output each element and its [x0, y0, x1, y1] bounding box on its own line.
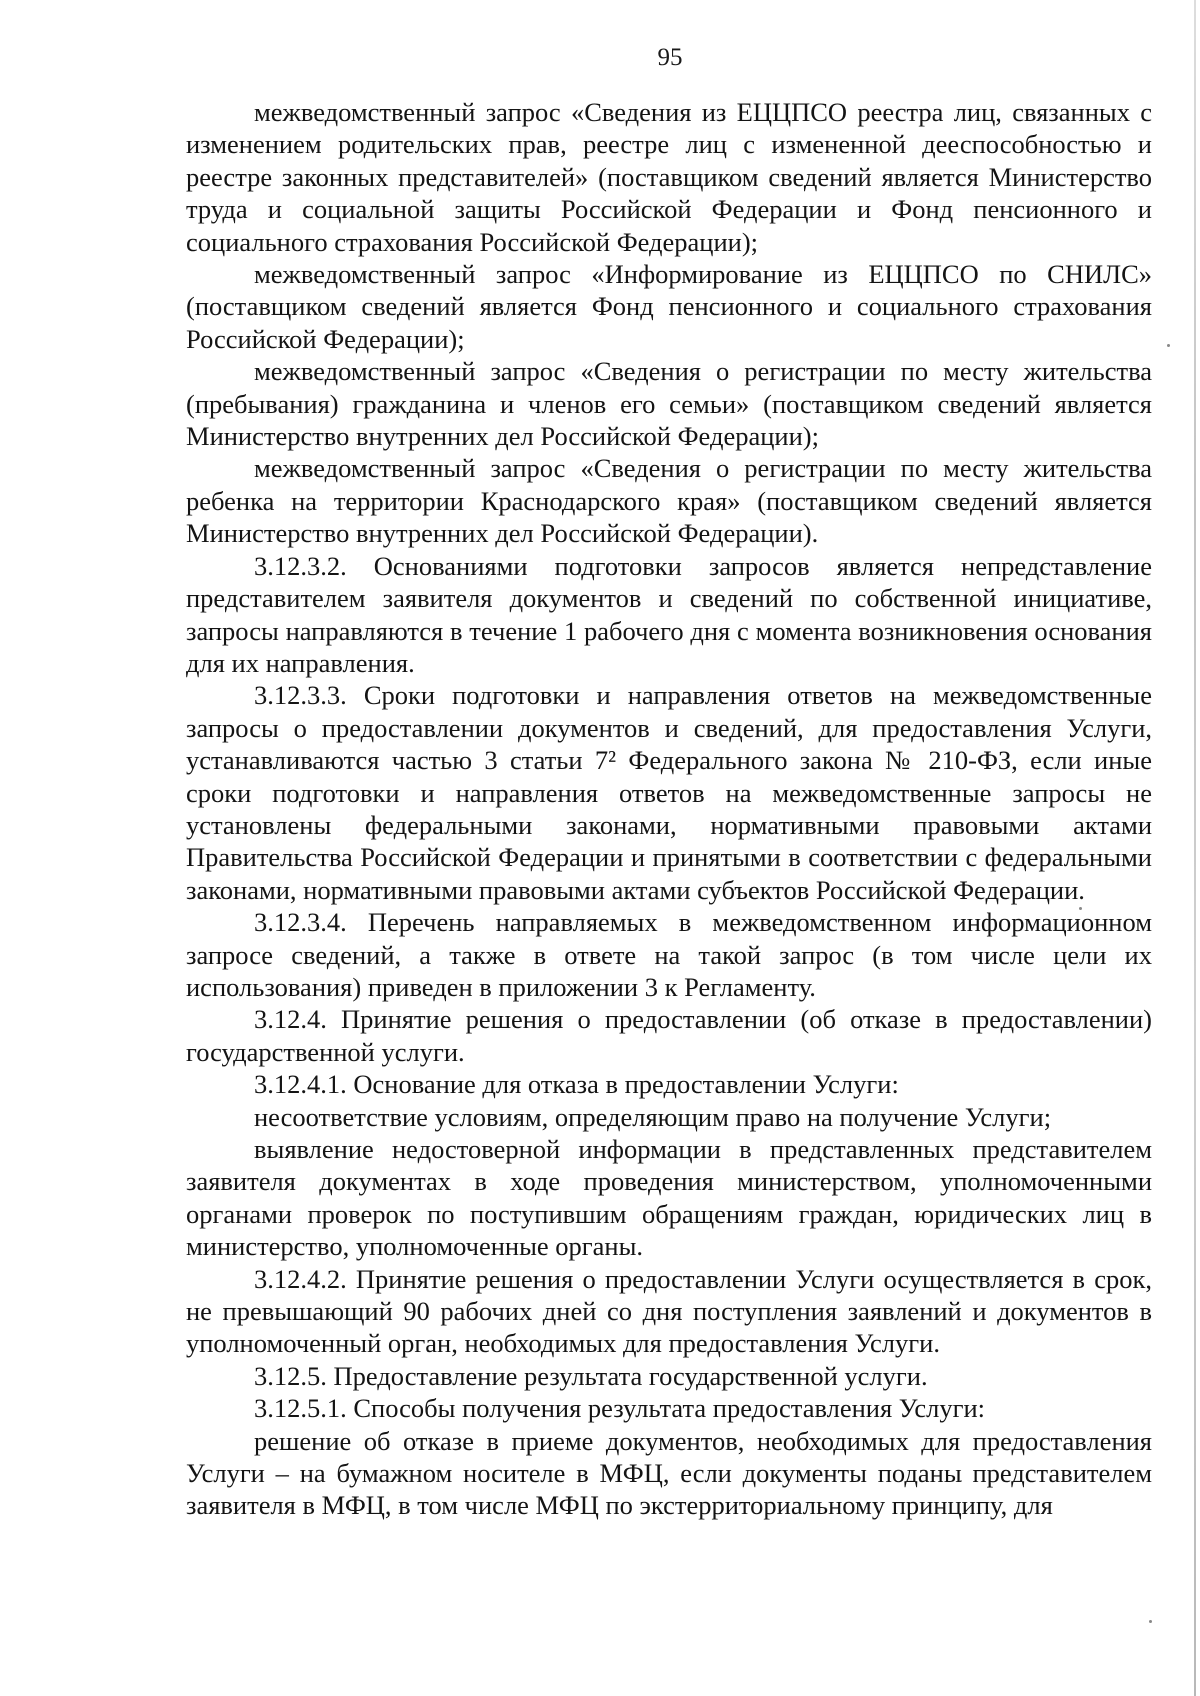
document-body — [186, 96, 1152, 1522]
paragraph: выявление недостоверной информации в представленных представителем заявителя документах в ходе проведения министерством, уполномоченными органами проверок по поступившим обращениям граждан, юридических лиц в министерство, уполномоченные органы. — [186, 1134, 1152, 1262]
paragraph: 3.12.4. Принятие решения о предоставлении (об отказе в предоставлении) государственной услуги. — [186, 1004, 1152, 1067]
scan-speck — [1149, 1620, 1152, 1623]
paragraph: 3.12.4.1. Основание для отказа в предоставлении Услуги: — [254, 1069, 899, 1100]
scan-edge-line — [1194, 0, 1196, 1696]
paragraph: 3.12.3.2. Основаниями подготовки запросов является непредставление представителем заявителя документов и сведений по собственной инициативе, запросы направляются в течение 1 рабочего дня с момента возникновения основания для их направления. — [186, 550, 1152, 678]
paragraph: 3.12.3.3. Сроки подготовки и направления ответов на межведомственные запросы о предоставлении документов и сведений, для предоставления Услуги, устанавливаются частью 3 статьи 7² Федерального закона № 210-ФЗ, если иные сроки подготовки и направления ответов на межведомственные запросы не установлены федеральными законами, нормативными правовыми актами Правительства Российской Федерации и принятыми в соответствии с федеральными законами, нормативными правовыми актами субъектов Российской Федерации. — [186, 680, 1152, 905]
paragraph: межведомственный запрос «Сведения о регистрации по месту жительства (пребывания) гражданина и членов его семьи» (поставщиком сведений является Министерство внутренних дел Российской Федерации); — [186, 356, 1152, 452]
scan-speck — [1167, 344, 1170, 347]
paragraph: межведомственный запрос «Сведения из ЕЦЦПСО реестра лиц, связанных с изменением родительских прав, реестре лиц с измененной дееспособностью и реестре законных представителей» (поставщиком сведений является Министерство труда и социальной защиты Российской Федерации и Фонд пенсионного и социального страхования Российской Федерации); — [186, 97, 1152, 257]
paragraph: 3.12.4.2. Принятие решения о предоставлении Услуги осуществляется в срок, не превышающий 90 рабочих дней со дня поступления заявлений и документов в уполномоченный орган, необходимых для предоставления Услуги. — [186, 1263, 1152, 1359]
page-number: 95 — [657, 44, 683, 71]
paragraph: несоответствие условиям, определяющим право на получение Услуги; — [254, 1101, 1052, 1132]
paragraph: решение об отказе в приеме документов, необходимых для предоставления Услуги – на бумажном носителе в МФЦ, если документы поданы представителем заявителя в МФЦ, в том числе МФЦ по экстерриториальному принципу, для — [186, 1425, 1152, 1521]
paragraph: межведомственный запрос «Сведения о регистрации по месту жительства ребенка на территории Краснодарского края» (поставщиком сведений является Министерство внутренних дел Российской Федерации). — [186, 453, 1152, 549]
paragraph: 3.12.5. Предоставление результата государственной услуги. — [254, 1360, 928, 1391]
paragraph: 3.12.3.4. Перечень направляемых в межведомственном информационном запросе сведений, а также в ответе на такой запрос (в том числе цели их использования) приведен в приложении 3 к Регламенту. — [186, 907, 1152, 1002]
paragraph: межведомственный запрос «Информирование из ЕЦЦПСО по СНИЛС» (поставщиком сведений является Фонд пенсионного и социального страхования Российской Федерации); — [186, 259, 1152, 354]
paragraph: 3.12.5.1. Способы получения результата предоставления Услуги: — [254, 1393, 986, 1424]
